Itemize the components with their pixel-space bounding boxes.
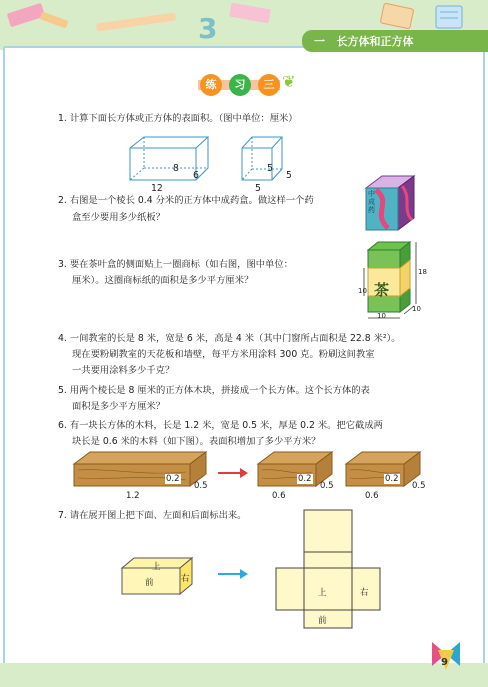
wood-small2-thickness: 0.2 — [385, 474, 399, 484]
tea-box-char: 茶 — [374, 281, 390, 299]
wood-large-thickness: 0.2 — [166, 474, 180, 484]
q5-line1: 5. 用两个棱长是 8 厘米的正方体木块，拼接成一个长方体。这个长方体的表 — [58, 385, 370, 396]
cuboid-height: 8 — [173, 163, 179, 174]
section-title: 一 长方体和正方体 — [314, 35, 414, 48]
wood-small1-length: 0.6 — [272, 491, 286, 501]
tea-box-label-total: 18 — [418, 268, 427, 276]
cube-edge-height: 5 — [267, 163, 273, 174]
tea-box-label-height: 10 — [358, 287, 367, 295]
box-face-right: 右 — [181, 574, 190, 584]
tea-box-label-depth: 10 — [412, 305, 421, 313]
tea-box-figure — [362, 240, 432, 320]
wood-small1-thickness: 0.2 — [298, 474, 312, 484]
medicine-box-label: 中成药 — [368, 190, 375, 214]
box-face-front: 前 — [145, 578, 154, 588]
tea-box-label-width: 10 — [377, 312, 386, 320]
practice-char-2: 习 — [229, 74, 251, 96]
cube-edge-bottom: 5 — [255, 183, 261, 194]
wood-small1-width: 0.5 — [320, 481, 334, 491]
cuboid-length: 12 — [151, 183, 163, 194]
footer-band — [0, 663, 488, 687]
digit-decoration: 3 — [198, 12, 218, 45]
wood-small2-length: 0.6 — [365, 491, 379, 501]
net-face-top: 上 — [318, 588, 327, 598]
leaf-icon: ❦ — [282, 72, 296, 91]
practice-char-1: 练 — [200, 74, 222, 96]
q6-line1: 6. 有一块长方体的木料，长是 1.2 米，宽是 0.5 米，厚是 0.2 米。把它截成两 — [58, 420, 383, 431]
page-number: 9 — [441, 657, 448, 668]
net-face-right: 右 — [360, 588, 369, 598]
q3-line1: 3. 要在茶叶盒的侧面贴上一圈商标（如右图，图中单位： — [58, 259, 293, 270]
q3-line2: 厘米）。这圈商标纸的面积是多少平方厘米？ — [72, 275, 254, 286]
cuboid-figure — [128, 134, 228, 184]
cube-edge-depth: 5 — [286, 170, 292, 181]
practice-char-3: 三 — [258, 74, 280, 96]
net-face-front: 前 — [318, 616, 327, 626]
q4-line1: 4. 一间教室的长是 8 米，宽是 6 米，高是 4 米（其中门窗所占面积是 22.8 米²）。 — [58, 333, 401, 344]
wood-large-length: 1.2 — [126, 491, 140, 501]
q5-line2: 面积是多少平方厘米？ — [72, 401, 165, 412]
arrow-right-icon — [218, 468, 248, 478]
box-face-top: 上 — [152, 562, 161, 572]
q2-line2: 盒至少要用多少纸板？ — [72, 212, 165, 223]
q1-text: 1. 计算下面长方体或正方体的表面积。（图中单位：厘米） — [58, 113, 298, 124]
q6-line2: 块长是 0.6 米的木料（如下图）。表面积增加了多少平方米？ — [72, 436, 321, 447]
cuboid-width: 6 — [193, 170, 199, 181]
wood-small2-width: 0.5 — [412, 481, 426, 491]
q4-line2: 现在要粉刷教室的天花板和墙壁，每平方米用涂料 300 克。粉刷这间教室 — [72, 349, 375, 360]
q4-line3: 一共要用涂料多少千克？ — [72, 365, 175, 376]
box-net-figure — [274, 508, 384, 632]
q2-line1: 2. 右图是一个棱长 0.4 分米的正方体中成药盒。做这样一个药 — [58, 195, 314, 206]
arrow-right-icon — [218, 569, 248, 579]
q7-text: 7. 请在展开图上把下面、左面和后面标出来。 — [58, 510, 247, 521]
wood-block-large — [72, 450, 212, 490]
wood-large-width: 0.5 — [194, 481, 208, 491]
